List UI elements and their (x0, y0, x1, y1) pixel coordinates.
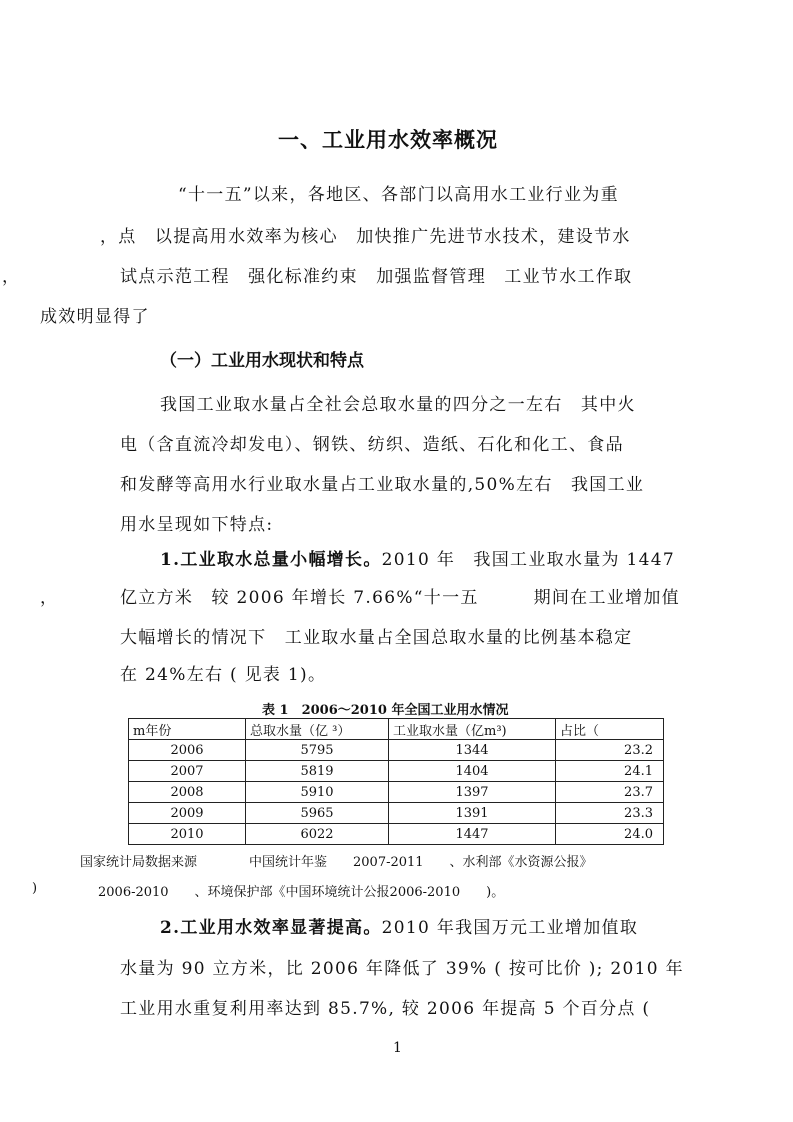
cell-total: 5965 (246, 803, 389, 824)
point1-margin-mark: ， (40, 588, 59, 608)
cell-year: 2010 (129, 824, 246, 845)
water-use-table (128, 718, 664, 845)
para1-line-3: 和发酵等高用水行业取水量占工业取水量的,50%左右 我国工业 (120, 475, 645, 495)
point2-line-2: 水量为 90 立方米，比 2006 年降低了 39% ( 按可比价 ); 2010 年 (120, 959, 684, 979)
cell-total: 5819 (246, 761, 389, 782)
table-row (129, 803, 664, 824)
source-note-line-1: 国家统计局数据来源 中国统计年鉴 2007-2011 、水利部《水资源公报》 (80, 855, 593, 870)
cell-industrial: 1344 (389, 740, 556, 761)
table-row (129, 782, 664, 803)
para1-line-4: 用水呈现如下特点: (120, 515, 274, 535)
table-row (129, 740, 664, 761)
table-row (129, 761, 664, 782)
source-note-line-2: 2006-2010 、环境保护部《中国环境统计公报2006-2010 )。 (98, 885, 505, 900)
source-note-mark: ) (32, 881, 38, 896)
page-number: 1 (393, 1040, 402, 1056)
cell-share: 24.0 (556, 824, 664, 845)
point2-heading: 2.工业用水效率显著提高。 (160, 918, 382, 938)
section-heading: （一）工业用水现状和特点 (160, 351, 364, 371)
cell-share: 23.2 (556, 740, 664, 761)
point1-heading: 1.工业取水总量小幅增长。 (160, 550, 382, 570)
col-header-share: 占比（ (556, 719, 664, 740)
col-header-industrial: 工业取水量（亿m³) (389, 719, 556, 740)
point1-line-4: 在 24%左右 ( 见表 1)。 (120, 665, 327, 685)
intro-margin-mark: ， (2, 267, 21, 287)
point2-line-1 (160, 913, 638, 938)
point1-text: 2010 年 我国工业取水量为 1447 (381, 550, 675, 570)
intro-line-3: 试点示范工程 强化标准约束 加强监督管理 工业节水工作取 (120, 267, 633, 287)
cell-industrial: 1397 (389, 782, 556, 803)
cell-total: 6022 (246, 824, 389, 845)
cell-year: 2008 (129, 782, 246, 803)
cell-industrial: 1447 (389, 824, 556, 845)
intro-line-1: “十一五”以来，各地区、各部门以高用水工业行业为重 (178, 185, 619, 205)
cell-share: 23.7 (556, 782, 664, 803)
cell-industrial: 1404 (389, 761, 556, 782)
col-header-total: 总取水量（亿 ³） (246, 719, 389, 740)
intro-line-2: ，点 以提高用水效率为核心 加快推广先进节水技术，建设节水 (100, 227, 631, 247)
cell-industrial: 1391 (389, 803, 556, 824)
col-header-year: m年份 (129, 719, 246, 740)
cell-year: 2009 (129, 803, 246, 824)
point1-line-3: 大幅增长的情况下 工业取水量占全国总取水量的比例基本稳定 (120, 628, 633, 648)
table-header-row (129, 719, 664, 740)
point1-line-1 (160, 545, 675, 570)
point2-text: 2010 年我国万元工业增加值取 (381, 918, 639, 938)
para1-line-1: 我国工业取水量占全社会总取水量的四分之一左右 其中火 (160, 395, 636, 415)
cell-total: 5795 (246, 740, 389, 761)
point1-line-2: 亿立方米 较 2006 年增长 7.66%“十一五 期间在工业增加值 (120, 588, 680, 608)
table-caption: 表 1 2006～2010 年全国工业用水情况 (262, 703, 509, 718)
cell-share: 23.3 (556, 803, 664, 824)
page-title: 一、工业用水效率概况 (278, 128, 498, 152)
intro-line-4: 成效明显得了 (40, 307, 150, 327)
cell-share: 24.1 (556, 761, 664, 782)
cell-year: 2007 (129, 761, 246, 782)
cell-year: 2006 (129, 740, 246, 761)
para1-line-2: 电（含直流冷却发电）、钢铁、纺织、造纸、石化和化工、食品 (120, 435, 624, 455)
point2-line-3: 工业用水重复利用率达到 85.7%, 较 2006 年提高 5 个百分点 ( (120, 999, 651, 1019)
table-row (129, 824, 664, 845)
cell-total: 5910 (246, 782, 389, 803)
